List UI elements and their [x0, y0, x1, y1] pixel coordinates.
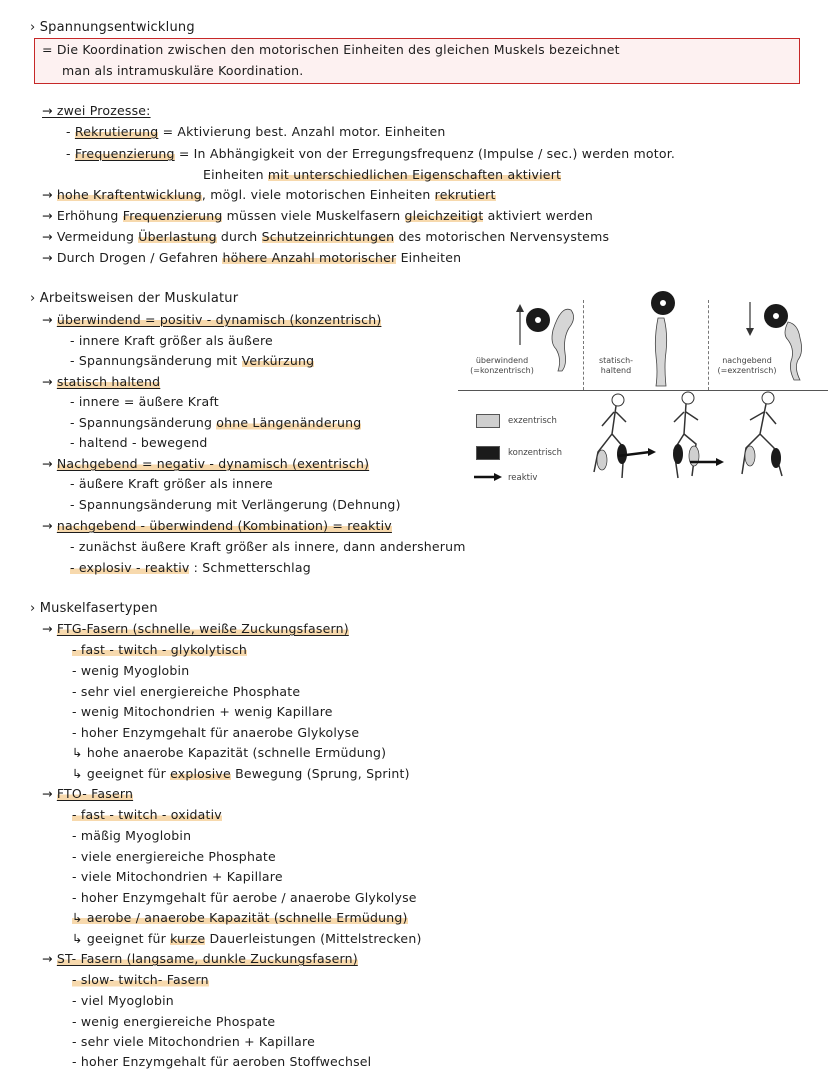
frequenzierung-term: Frequenzierung: [74, 146, 175, 161]
ueberw-item-2: [70, 355, 314, 368]
nach-item-2: - Spannungsänderung mit Verlängerung (Dehnung): [70, 497, 401, 512]
fto-7c: Dauerleistungen (Mittelstrecken): [205, 931, 422, 946]
a2b: Frequenzierung: [122, 208, 223, 223]
frequenzierung-def: = In Abhängigkeit von der Erregungsfrequenz (Impulse / sec.) werden motor.: [174, 146, 676, 161]
fto-item-3: - viele energiereiche Phosphate: [72, 849, 276, 864]
st-1-text: - slow- twitch- Fasern: [72, 972, 209, 987]
ueberw-2b: Verkürzung: [241, 353, 315, 368]
freq-line2-b: mit unterschiedlichen Eigenschaften aktiviert: [267, 167, 562, 182]
ftg-item-6: ↳ hohe anaerobe Kapazität (schnelle Ermüdung): [72, 745, 387, 760]
ueberw-text: überwindend = positiv - dynamisch (konzentrisch): [56, 312, 382, 327]
arrow-down-head: [746, 328, 754, 336]
a1c: , mögl. viele motorischen Einheiten: [201, 187, 435, 202]
person-3: [785, 322, 802, 380]
a3e: des motorischen Nervensystems: [394, 229, 610, 244]
ftg-item-5: - hoher Enzymgehalt für anaerobe Glykolyse: [72, 725, 360, 740]
fto-item-1: [72, 809, 222, 822]
fto-1-text: - fast - twitch - oxidativ: [72, 807, 222, 822]
ftg-heading: [42, 623, 349, 636]
stat-item-2: [70, 417, 361, 430]
ftg-item-7: [72, 768, 410, 781]
fto-arrow: →: [42, 786, 57, 801]
label-ueberwindend: überwindend (=konzentrisch): [470, 356, 534, 375]
komb-2b: : Schmetterschlag: [189, 560, 311, 575]
arrow-line-3: [42, 231, 609, 244]
zwei-prozesse-text: → zwei Prozesse:: [42, 103, 151, 118]
legend-konzentrisch: konzentrisch: [508, 448, 562, 458]
st-item-3: - wenig energiereiche Phospate: [72, 1014, 276, 1029]
definition-line-1: = Die Koordination zwischen den motorischen Einheiten des gleichen Muskels bezeichnet: [42, 42, 620, 57]
nach-item-1: - äußere Kraft größer als innere: [70, 476, 273, 491]
fto-7b: kurze: [170, 931, 206, 946]
st-item-5: - hoher Enzymgehalt für aeroben Stoffwechsel: [72, 1054, 372, 1069]
ftg-1-text: - fast - twitch - glykolytisch: [72, 642, 247, 657]
rekrutierung-def: = Aktivierung best. Anzahl motor. Einheiten: [158, 124, 446, 139]
komb-item-1: - zunächst äußere Kraft größer als innere, dann andersherum: [70, 539, 466, 554]
fto-text: FTO- Fasern: [56, 786, 134, 801]
a4b: höhere Anzahl motorischer: [222, 250, 397, 265]
komb-item-2: [70, 562, 311, 575]
ueberw-item-1: - innere Kraft größer als äußere: [70, 333, 273, 348]
stat-item-3: - haltend - bewegend: [70, 435, 208, 450]
weight-hub-2: [660, 300, 666, 306]
arrow-up-head: [516, 304, 524, 312]
fto-heading: [42, 788, 133, 801]
label-nachgebend: nachgebend (=exzentrisch): [717, 356, 777, 375]
a1d: rekrutiert: [434, 187, 496, 202]
fto-7a: ↳ geeignet für: [72, 931, 171, 946]
a2c: müssen viele Muskelfasern: [222, 208, 405, 223]
ftg-7a: ↳ geeignet für: [72, 766, 171, 781]
ftg-item-3: - sehr viel energiereiche Phosphate: [72, 684, 301, 699]
ftg-item-2: - wenig Myoglobin: [72, 663, 190, 678]
komb-arrow: →: [42, 518, 57, 533]
section-heading-arbeitsweisen: › Arbeitsweisen der Muskulatur: [30, 291, 239, 306]
a1b: hohe Kraftentwicklung: [56, 187, 202, 202]
definition-line-2: man als intramuskuläre Koordination.: [62, 63, 304, 78]
figure-arbeitsweisen: [458, 290, 828, 510]
fto-item-2: - mäßig Myoglobin: [72, 828, 192, 843]
weight-hub-3: [773, 313, 779, 319]
legend-reaktiv: reaktiv: [508, 473, 538, 483]
person-2: [655, 318, 666, 386]
person-1: [552, 309, 574, 371]
st-item-4: - sehr viele Mitochondrien + Kapillare: [72, 1034, 315, 1049]
ftg-item-1: [72, 644, 247, 657]
st-arrow: →: [42, 951, 57, 966]
fto-item-5: - hoher Enzymgehalt für aerobe / anaerobe Glykolyse: [72, 890, 417, 905]
ueberw-arrow: →: [42, 312, 57, 327]
section-heading-muskelfasertypen: › Muskelfasertypen: [30, 601, 158, 616]
fto-item-6: [72, 912, 408, 925]
figure-runners: [578, 390, 828, 505]
legend-swatch-konzentrisch: [476, 446, 500, 460]
rekrutierung-line: - Rekrutierung = Aktivierung best. Anzahl motor. Einheiten: [66, 124, 446, 139]
ftg-arrow: →: [42, 621, 57, 636]
fto-item-7: [72, 933, 422, 946]
a3a: → Vermeidung: [42, 229, 139, 244]
ftg-7b: explosive: [170, 766, 231, 781]
zwei-prozesse: [42, 105, 151, 118]
runner-3: [742, 392, 782, 476]
nach-text: Nachgebend = negativ - dynamisch (exentrisch): [56, 456, 370, 471]
legend-swatch-exzentrisch: [476, 414, 500, 428]
frequenzierung-line: - Frequenzierung = In Abhängigkeit von der Erregungsfrequenz (Impulse / sec.) werden motor.: [66, 146, 676, 161]
a4a: → Durch Drogen / Gefahren: [42, 250, 223, 265]
section-heading-spannungsentwicklung: › Spannungsentwicklung: [30, 20, 195, 35]
a3c: durch: [216, 229, 262, 244]
st-item-2: - viel Myoglobin: [72, 993, 174, 1008]
statisch-heading: [42, 376, 160, 389]
legend-arrow-reaktiv: [474, 472, 504, 482]
divider-2: [708, 300, 709, 390]
komb-2a: - explosiv - reaktiv: [70, 560, 190, 575]
arrow-line-4: [42, 252, 461, 265]
divider-1: [583, 300, 584, 390]
a1a: →: [42, 187, 57, 202]
runner-1: [594, 394, 656, 478]
runner-2: [673, 392, 724, 478]
ftg-item-4: - wenig Mitochondrien + wenig Kapillare: [72, 704, 333, 719]
a3b: Überlastung: [138, 229, 217, 244]
fto-item-4: - viele Mitochondrien + Kapillare: [72, 869, 283, 884]
ftg-text: FTG-Fasern (schnelle, weiße Zuckungsfasern): [56, 621, 349, 636]
kombination-heading: [42, 520, 392, 533]
a4c: Einheiten: [396, 250, 462, 265]
ueberwindend-heading: [42, 314, 381, 327]
a2d: gleichzeitigt: [404, 208, 484, 223]
a2a: → Erhöhung: [42, 208, 123, 223]
a3d: Schutzeinrichtungen: [261, 229, 395, 244]
nachgebend-heading: [42, 458, 369, 471]
stat-text: statisch haltend: [56, 374, 161, 389]
a2e: aktiviert werden: [483, 208, 594, 223]
arrow-line-1: [42, 189, 496, 202]
stat-arrow: →: [42, 374, 57, 389]
st-heading: [42, 953, 358, 966]
arrow-line-2: [42, 210, 593, 223]
frequenzierung-line-2: [203, 169, 561, 182]
rekrutierung-term: Rekrutierung: [74, 124, 159, 139]
st-text: ST- Fasern (langsame, dunkle Zuckungsfasern): [56, 951, 358, 966]
komb-text: nachgebend - überwindend (Kombination) = reaktiv: [56, 518, 392, 533]
ueberw-2a: - Spannungsänderung mit: [70, 353, 242, 368]
nach-arrow: →: [42, 456, 57, 471]
freq-line2-a: Einheiten: [203, 167, 268, 182]
label-statisch: statisch- haltend: [598, 356, 634, 375]
fto-6-text: ↳ aerobe / anaerobe Kapazität (schnelle Ermüdung): [72, 910, 408, 925]
legend-exzentrisch: exzentrisch: [508, 416, 557, 426]
weight-hub-1: [535, 317, 541, 323]
stat-2b: ohne Längenänderung: [216, 415, 362, 430]
stat-item-1: - innere = äußere Kraft: [70, 394, 219, 409]
stat-2a: - Spannungsänderung: [70, 415, 217, 430]
ftg-7c: Bewegung (Sprung, Sprint): [230, 766, 410, 781]
st-item-1: [72, 974, 209, 987]
